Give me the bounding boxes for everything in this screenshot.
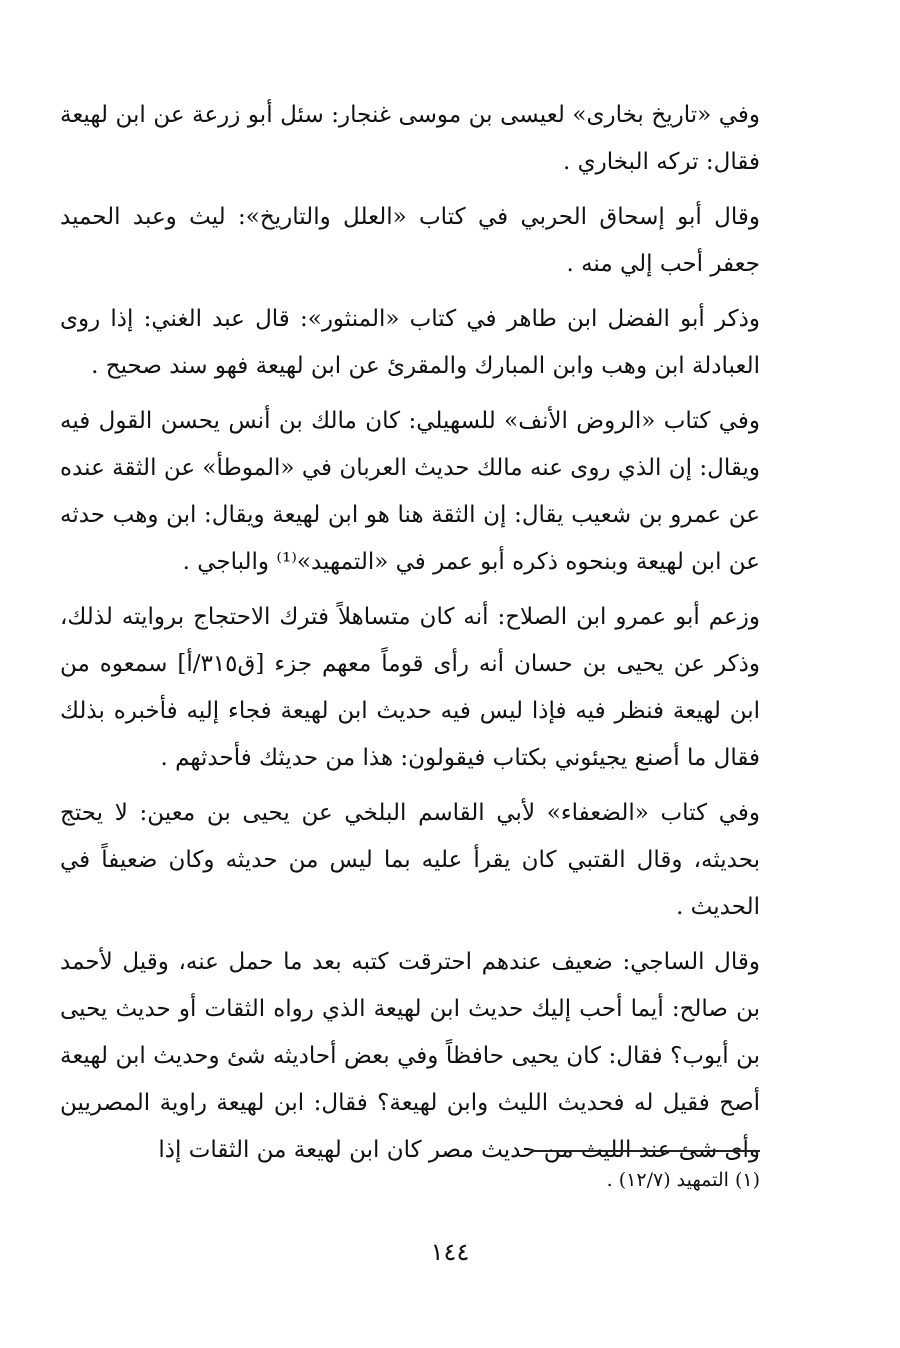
paragraph-2: وقال أبو إسحاق الحربي في كتاب «العلل والتاريخ»: ليث وعبد الحميد جعفر أحب إلي منه . xyxy=(60,204,760,277)
paragraph-5: وزعم أبو عمرو ابن الصلاح: أنه كان متساهلاً فترك الاحتجاج بروايته لذلك، وذكر عن يحيى بن حسان أنه رأى قوماً معهم جزء [ق٣١٥/أ] سمعوه من ابن لهيعة فنظر فيه فإذا ليس فيه حديث ابن لهيعة فجاء إليه فأخبره بذلك فقال ما أصنع يجيئوني بكتاب فيقولون: هذا من حديثك فأحدثهم . xyxy=(60,604,760,771)
paragraph-6: وفي كتاب «الضعفاء» لأبي القاسم البلخي عن يحيى بن معين: لا يحتج بحديثه، وقال القتبي كان يقرأ عليه بما ليس من حديثه وكان ضعيفاً في الحديث . xyxy=(60,800,760,920)
paragraph-7: وقال الساجي: ضعيف عندهم احترقت كتبه بعد ما حمل عنه، وقيل لأحمد بن صالح: أيما أحب إليك حديث ابن لهيعة الذي رواه الثقات أو حديث يحيى بن أيوب؟ فقال: كان يحيى حافظاً وفي بعض أحاديثه شئ وحديث ابن لهيعة أصح فقيل له فحديث الليث وابن لهيعة؟ فقال: ابن لهيعة راوية المصريين وأى شئ عند الليث من حديث مصر كان ابن لهيعة من الثقات إذا xyxy=(60,949,760,1163)
paragraph-4: وفي كتاب «الروض الأنف» للسهيلي: كان مالك بن أنس يحسن القول فيه ويقال: إن الذي روى عنه مالك حديث العربان في «الموطأ» عن الثقة عنده عن عمرو بن شعيب يقال: إن الثقة هنا هو ابن لهيعة ويقال: ابن وهب حدثه عن ابن لهيعة وبنحوه ذكره أبو عمر في «التمهيد»⁽¹⁾ والباجي . xyxy=(60,408,760,575)
main-text-block xyxy=(60,92,760,1182)
footnote: (١) التمهيد (١٢/٧) . xyxy=(606,1169,760,1191)
footnote-divider xyxy=(532,1150,760,1152)
paragraph-3: وذكر أبو الفضل ابن طاهر في كتاب «المنثور»: قال عبد الغني: إذا روى العبادلة ابن وهب وابن المبارك والمقرئ عن ابن لهيعة فهو سند صحيح . xyxy=(60,306,760,379)
paragraph-1: وفي «تاريخ بخارى» لعيسى بن موسى غنجار: سئل أبو زرعة عن ابن لهيعة فقال: تركه البخاري . xyxy=(60,102,760,175)
page-number: ١٤٤ xyxy=(430,1238,470,1266)
